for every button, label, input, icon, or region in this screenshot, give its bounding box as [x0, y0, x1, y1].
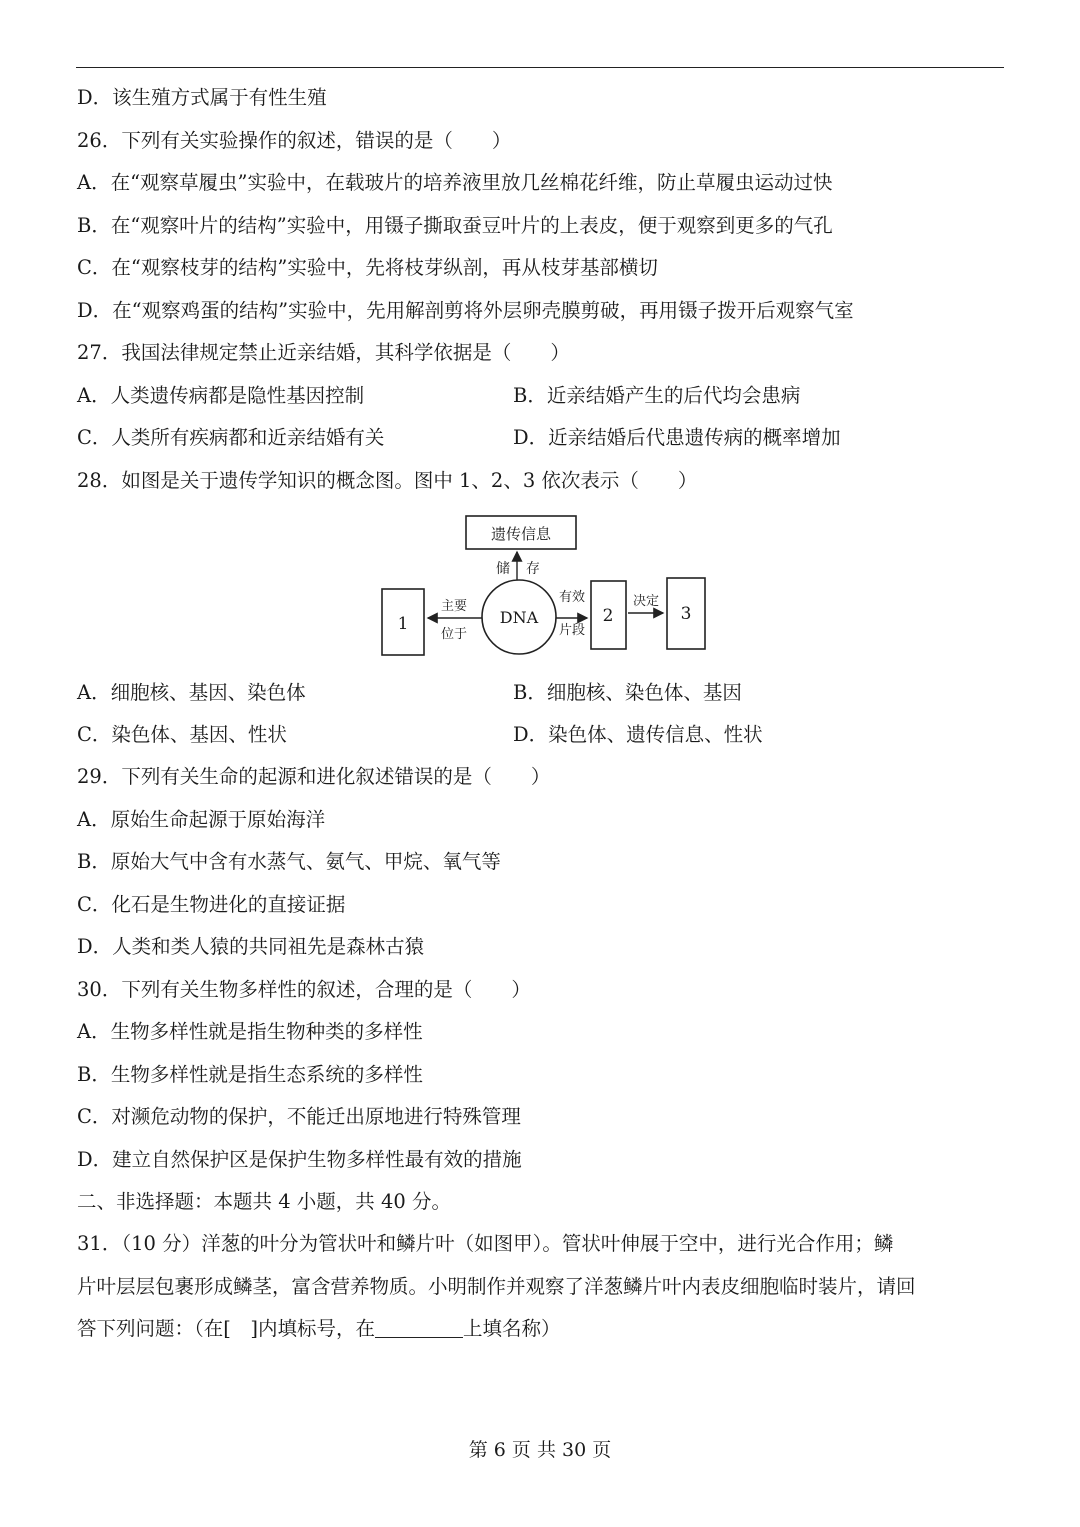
q27-stem: 27．我国法律规定禁止近亲结婚，其科学依据是（ ）: [77, 341, 570, 364]
q31-text-line-1: 31．（10 分）洋葱的叶分为管状叶和鳞片叶（如图甲）。管状叶伸展于空中，进行光合作用；鳞: [77, 1232, 894, 1255]
q27-option-b: B．近亲结婚产生的后代均会患病: [513, 384, 801, 407]
left-arrow-label-2: 位于: [440, 627, 468, 642]
q28-stem: 28．如图是关于遗传学知识的概念图。图中 1、2、3 依次表示（ ）: [77, 469, 698, 492]
q31-instruction-end: 上填名称）: [462, 1317, 561, 1340]
q29-option-d: D．人类和类人猿的共同祖先是森林古猿: [77, 935, 425, 958]
q28-option-b: B．细胞核、染色体、基因: [513, 681, 742, 704]
q27-option-a: A．人类遗传病都是隐性基因控制: [77, 384, 365, 407]
q26-option-b: B．在“观察叶片的结构”实验中，用镊子撕取蚕豆叶片的上表皮，便于观察到更多的气孔: [77, 214, 833, 237]
page-footer: 第 6 页 共 30 页: [468, 1439, 612, 1461]
right-arrow-label-2: 片段: [558, 623, 586, 638]
q25-option-d: D．该生殖方式属于有性生殖: [77, 86, 327, 109]
right-arrow-label-1: 有效: [558, 590, 586, 605]
q28-option-d: D．染色体、遗传信息、性状: [513, 723, 763, 746]
left-arrow-label-1: 主要: [440, 599, 468, 614]
q30-option-b: B．生物多样性就是指生态系统的多样性: [77, 1063, 423, 1086]
store-label-2: 存: [526, 561, 540, 577]
section-heading: 二、非选择题：本题共 4 小题，共 40 分。: [77, 1190, 452, 1213]
store-label-1: 储: [496, 561, 510, 577]
box-1-label: 1: [397, 614, 409, 634]
q30-option-c: C．对濒危动物的保护，不能迁出原地进行特殊管理: [77, 1105, 521, 1128]
q31-text-line-3: [77, 1316, 560, 1342]
top-box-label: 遗传信息: [490, 525, 552, 543]
q31-instruction-start: 答下列问题：（在[ ]内填标号，在: [77, 1317, 375, 1340]
q30-option-a: A．生物多样性就是指生物种类的多样性: [77, 1020, 423, 1043]
q28-option-c: C．染色体、基因、性状: [77, 723, 287, 746]
q28-option-a: A．细胞核、基因、染色体: [77, 681, 306, 704]
q29-option-a: A．原始生命起源于原始海洋: [77, 808, 326, 831]
q29-stem: 29．下列有关生命的起源和进化叙述错误的是（ ）: [77, 765, 551, 788]
q26-option-a: A．在“观察草履虫”实验中，在载玻片的培养液里放几丝棉花纤维，防止草履虫运动过快: [77, 171, 833, 194]
dna-label: DNA: [499, 608, 539, 627]
q26-stem: 26．下列有关实验操作的叙述，错误的是（ ）: [77, 129, 512, 152]
q30-option-d: D．建立自然保护区是保护生物多样性最有效的措施: [77, 1148, 522, 1171]
genetics-concept-diagram: [370, 507, 720, 667]
q26-option-d: D．在“观察鸡蛋的结构”实验中，先用解剖剪将外层卵壳膜剪破，再用镊子拨开后观察气室: [77, 299, 854, 322]
q29-option-c: C．化石是生物进化的直接证据: [77, 893, 346, 916]
q31-text-line-2: 片叶层层包裹形成鳞茎，富含营养物质。小明制作并观察了洋葱鳞片叶内表皮细胞临时装片，请回: [77, 1275, 916, 1298]
q27-option-c: C．人类所有疾病都和近亲结婚有关: [77, 426, 385, 449]
header-rule: [76, 67, 1004, 68]
box-2-label: 2: [602, 606, 614, 626]
box-3-label: 3: [680, 604, 692, 624]
q29-option-b: B．原始大气中含有水蒸气、氨气、甲烷、氧气等: [77, 850, 501, 873]
q26-option-c: C．在“观察枝芽的结构”实验中，先将枝芽纵剖，再从枝芽基部横切: [77, 256, 658, 279]
q27-option-d: D．近亲结婚后代患遗传病的概率增加: [513, 426, 841, 449]
decide-label: 决定: [632, 594, 660, 609]
answer-blank: [375, 1319, 463, 1338]
q30-stem: 30．下列有关生物多样性的叙述，合理的是（ ）: [77, 978, 531, 1001]
